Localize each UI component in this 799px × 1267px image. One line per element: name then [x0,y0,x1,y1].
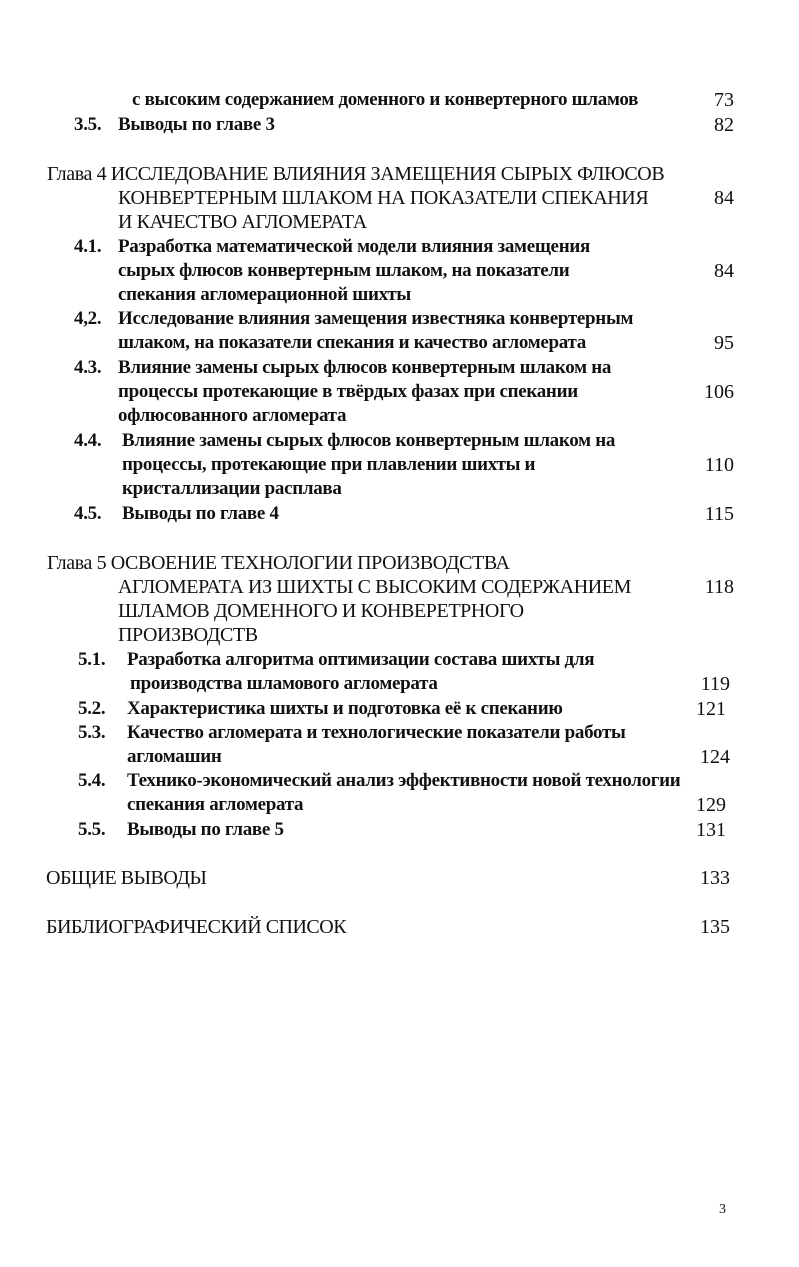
toc-section-title: Влияние замены сырых флюсов конвертерным шлаком на [118,357,612,378]
toc-page-number: 118 [704,576,734,598]
toc-section-number: 3.5. [74,114,102,135]
toc-section-number: 4,2. [74,308,102,329]
toc-page-number: 73 [714,89,734,111]
toc-section-title: Характеристика шихты и подготовка её к спеканию [127,698,563,719]
page-number-footer: 3 [719,1202,726,1217]
toc-section-title: спекания агломерационной шихты [118,284,411,305]
toc-page-number: 135 [700,916,730,938]
toc-section-number: 5.1. [78,649,106,670]
toc-section-number: 4.5. [74,503,102,524]
toc-page-number: 131 [696,819,726,841]
toc-chapter-title: Глава 4 ИССЛЕДОВАНИЕ ВЛИЯНИЯ ЗАМЕЩЕНИЯ СЫРЫХ ФЛЮСОВ [47,163,665,185]
toc-section-title: агломашин [127,746,222,767]
toc-section-title: спекания агломерата [127,794,304,815]
toc-page-number: 124 [700,746,730,768]
toc-section-title: Выводы по главе 4 [122,503,279,524]
toc-section-number: 5.2. [78,698,106,719]
toc-section-title: процессы протекающие в твёрдых фазах при спекании [118,381,578,402]
toc-section-title: Технико-экономический анализ эффективности новой технологии [127,770,681,791]
toc-chapter-title: ПРОИЗВОДСТВ [118,624,258,646]
toc-section-title: производства шламового агломерата [130,673,438,694]
toc-section-title: сырых флюсов конвертерным шлаком, на показатели [118,260,570,281]
toc-section-title: кристаллизации расплава [122,478,342,499]
toc-chapter-title: И КАЧЕСТВО АГЛОМЕРАТА [118,211,367,233]
toc-page-number: 106 [704,381,734,403]
toc-chapter-title: ШЛАМОВ ДОМЕННОГО И КОНВЕРЕТРНОГО [118,600,524,622]
toc-section-title: шлаком, на показатели спекания и качество агломерата [118,332,586,353]
toc-page-number: 95 [714,332,734,354]
toc-page-number: 119 [700,673,730,695]
toc-chapter-title: КОНВЕРТЕРНЫМ ШЛАКОМ НА ПОКАЗАТЕЛИ СПЕКАНИЯ [118,187,649,209]
toc-page-number: 84 [714,260,734,282]
toc-prev-section-line: с высоким содержанием доменного и конвертерного шламов [132,89,639,110]
toc-general-conclusions: ОБЩИЕ ВЫВОДЫ [46,867,207,889]
toc-section-number: 4.3. [74,357,102,378]
toc-section-title: процессы, протекающие при плавлении шихты и [122,454,536,475]
toc-page-number: 82 [714,114,734,136]
toc-page-number: 121 [696,698,726,720]
toc-section-title: Выводы по главе 3 [118,114,275,135]
toc-page-number: 84 [714,187,734,209]
toc-section-title: Разработка математической модели влияния замещения [118,236,590,257]
toc-section-number: 4.1. [74,236,102,257]
toc-section-title: Качество агломерата и технологические показатели работы [127,722,626,743]
toc-page-number: 133 [700,867,730,889]
toc-chapter-title: Глава 5 ОСВОЕНИЕ ТЕХНОЛОГИИ ПРОИЗВОДСТВА [47,552,510,574]
toc-page-number: 129 [696,794,726,816]
toc-section-number: 5.4. [78,770,106,791]
toc-page-number: 110 [704,454,734,476]
toc-section-number: 4.4. [74,430,102,451]
toc-section-number: 5.5. [78,819,106,840]
toc-chapter-title: АГЛОМЕРАТА ИЗ ШИХТЫ С ВЫСОКИМ СОДЕРЖАНИЕМ [118,576,631,598]
toc-section-title: офлюсованного агломерата [118,405,347,426]
toc-section-title: Исследование влияния замещения известняка конвертерным [118,308,634,329]
toc-page-number: 115 [704,503,734,525]
toc-section-title: Разработка алгоритма оптимизации состава шихты для [127,649,595,670]
toc-section-title: Влияние замены сырых флюсов конвертерным шлаком на [122,430,616,451]
toc-section-number: 5.3. [78,722,106,743]
toc-bibliography: БИБЛИОГРАФИЧЕСКИЙ СПИСОК [46,916,347,938]
toc-section-title: Выводы по главе 5 [127,819,284,840]
